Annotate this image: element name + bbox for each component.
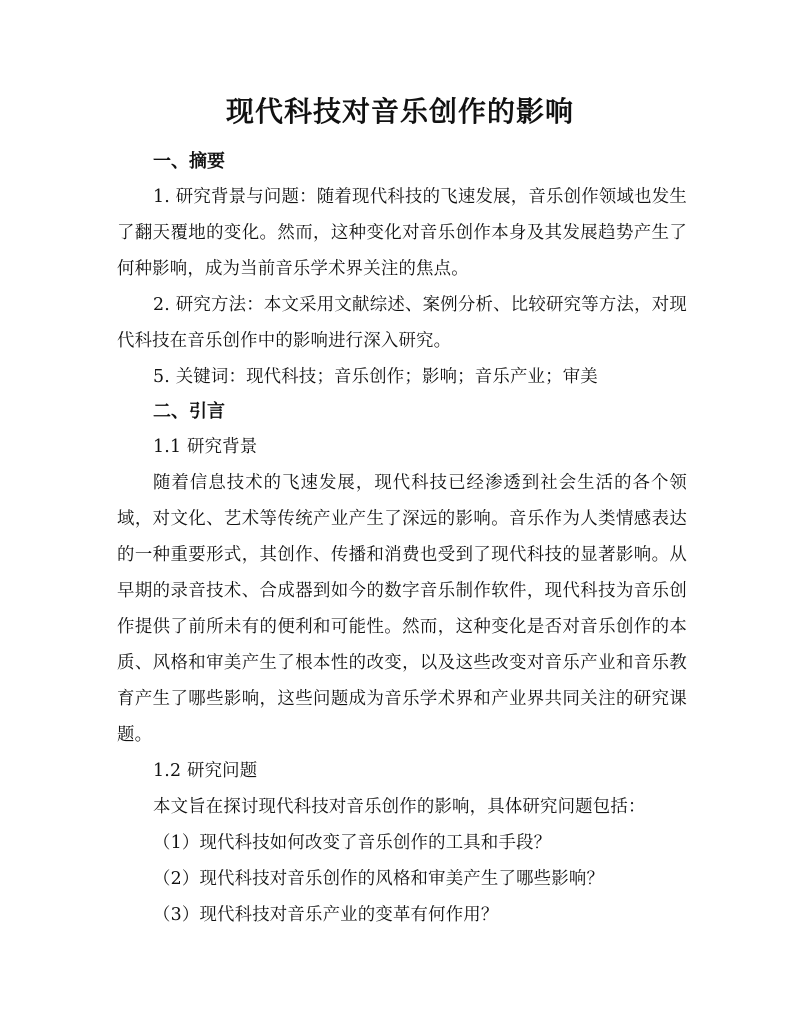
section-heading-intro: 二、引言 (153, 401, 225, 422)
subsection-heading-background: 1.1 研究背景 (153, 437, 258, 457)
subsection-heading-questions: 1.2 研究问题 (153, 761, 258, 781)
section-heading-abstract: 一、摘要 (153, 151, 225, 172)
research-question-2: （2）现代科技对音乐创作的风格和审美产生了哪些影响？ (153, 869, 605, 889)
research-question-1: （1）现代科技如何改变了音乐创作的工具和手段？ (153, 833, 552, 853)
abstract-paragraph-keywords: 5. 关键词：现代科技；音乐创作；影响；音乐产业；审美 (153, 367, 598, 387)
document-title: 现代科技对音乐创作的影响 (225, 95, 574, 128)
abstract-paragraph-background: 1. 研究背景与问题：随着现代科技的飞速发展，音乐创作领域也发生了翻天覆地的变化。然而，这种变化对音乐创作本身及其发展趋势产生了何种影响，成为当前音乐学术界关注的焦点。 (117, 187, 687, 279)
research-question-3: （3）现代科技对音乐产业的变革有何作用？ (153, 905, 499, 925)
document-body (117, 145, 687, 933)
questions-intro-paragraph: 本文旨在探讨现代科技对音乐创作的影响，具体研究问题包括： (153, 797, 646, 817)
background-paragraph: 随着信息技术的飞速发展，现代科技已经渗透到社会生活的各个领域，对文化、艺术等传统产业产生了深远的影响。音乐作为人类情感表达的一种重要形式，其创作、传播和消费也受到了现代科技的显著影响。从早期的录音技术、合成器到如今的数字音乐制作软件，现代科技为音乐创作提供了前所未有的便利和可能性。然而，这种变化是否对音乐创作的本质、风格和审美产生了根本性的改变，以及这些改变对音乐产业和音乐教育产生了哪些影响，这些问题成为音乐学术界和产业界共同关注的研究课题。 (117, 473, 687, 745)
abstract-paragraph-method: 2. 研究方法：本文采用文献综述、案例分析、比较研究等方法，对现代科技在音乐创作中的影响进行深入研究。 (117, 295, 687, 351)
